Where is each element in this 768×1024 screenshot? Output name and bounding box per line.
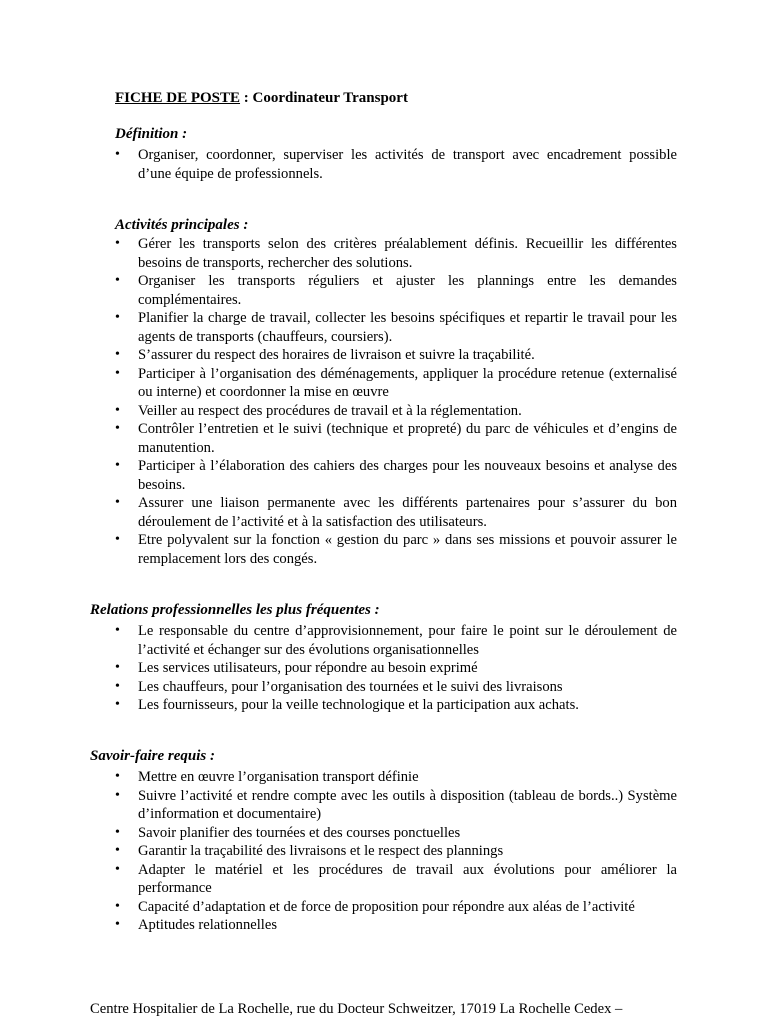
list-item: • Etre polyvalent sur la fonction « gestion du parc » dans ses missions et pouvoir assurer le remplacement lors des congés. [115, 531, 677, 568]
list-item: • Planifier la charge de travail, collecter les besoins spécifiques et repartir le travail pour les agents de transports (chauffeurs, coursiers). [115, 309, 677, 346]
list-item: • Les fournisseurs, pour la veille technologique et la participation aux achats. [115, 696, 677, 715]
list-item: • Assurer une liaison permanente avec les différents partenaires pour s’assurer du bon déroulement de l’activité et à la satisfaction des utilisateurs. [115, 494, 677, 531]
list-item: • S’assurer du respect des horaires de livraison et suivre la traçabilité. [115, 346, 677, 365]
list-item: • Aptitudes relationnelles [115, 916, 677, 935]
definition-list [115, 146, 677, 183]
list-item: • Veiller au respect des procédures de travail et à la réglementation. [115, 402, 677, 421]
list-item: • Organiser, coordonner, superviser les activités de transport avec encadrement possible d’une équipe de professionnels. [115, 146, 677, 183]
footer-address: Centre Hospitalier de La Rochelle, rue du Docteur Schweitzer, 17019 La Rochelle Cedex – [90, 1001, 623, 1017]
definition-heading: Définition : [115, 126, 188, 142]
list-item: • Suivre l’activité et rendre compte avec les outils à disposition (tableau de bords..) Système d’information et documentaire) [115, 787, 677, 824]
list-item: • Savoir planifier des tournées et des courses ponctuelles [115, 824, 677, 843]
list-item: • Gérer les transports selon des critères préalablement définis. Recueillir les différentes besoins de transports, rechercher des solutions. [115, 235, 677, 272]
page-title [115, 90, 408, 107]
activites-list [115, 235, 677, 568]
list-item: • Organiser les transports réguliers et ajuster les plannings entre les demandes complémentaires. [115, 272, 677, 309]
title-label: FICHE DE POSTE [115, 90, 241, 106]
savoir-faire-list [115, 768, 677, 935]
title-job: : Coordinateur Transport [240, 90, 408, 106]
list-item: • Participer à l’élaboration des cahiers des charges pour les nouveaux besoins et analyse des besoins. [115, 457, 677, 494]
list-item: • Les chauffeurs, pour l’organisation des tournées et le suivi des livraisons [115, 678, 677, 697]
activites-heading: Activités principales : [115, 217, 249, 233]
relations-list [115, 622, 677, 715]
list-item: • Capacité d’adaptation et de force de proposition pour répondre aux aléas de l’activité [115, 898, 677, 917]
list-item: • Les services utilisateurs, pour répondre au besoin exprimé [115, 659, 677, 678]
relations-heading: Relations professionnelles les plus fréquentes : [90, 602, 380, 618]
list-item: • Participer à l’organisation des déménagements, appliquer la procédure retenue (externalisé ou interne) et coordonner la mise en œuvre [115, 365, 677, 402]
list-item: • Le responsable du centre d’approvisionnement, pour faire le point sur le déroulement de l’activité et échanger sur des évolutions organisationnelles [115, 622, 677, 659]
list-item: • Mettre en œuvre l’organisation transport définie [115, 768, 677, 787]
list-item: • Contrôler l’entretien et le suivi (technique et propreté) du parc de véhicules et d’engins de manutention. [115, 420, 677, 457]
list-item: • Adapter le matériel et les procédures de travail aux évolutions pour améliorer la performance [115, 861, 677, 898]
list-item: • Garantir la traçabilité des livraisons et le respect des plannings [115, 842, 677, 861]
savoir-faire-heading: Savoir-faire requis : [90, 748, 215, 764]
